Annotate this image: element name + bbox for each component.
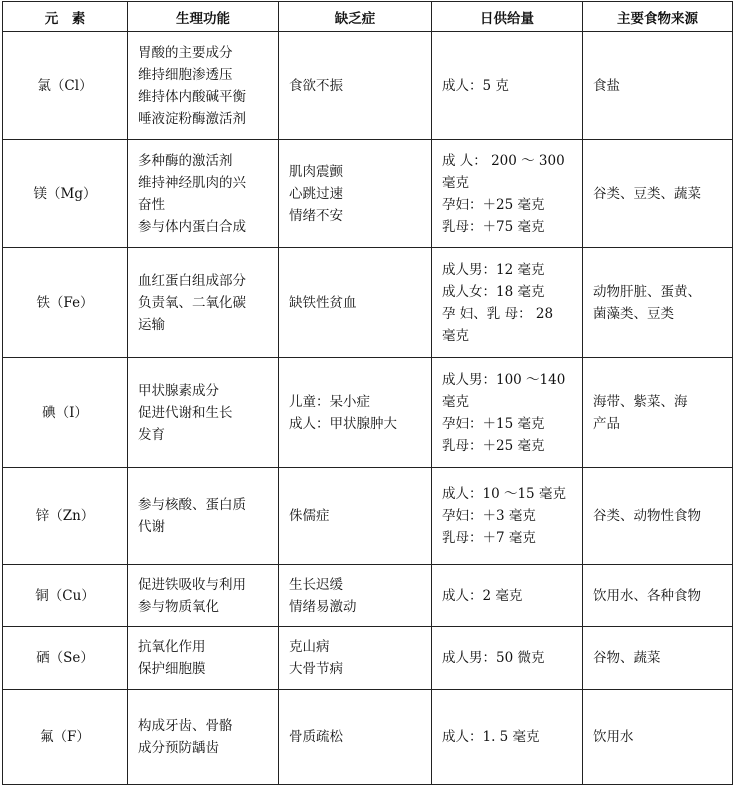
mineral-nutrition-table [2,1,733,785]
deficiency-line: 克山病 [289,639,330,655]
element-cell: 镁（Mg） [3,140,128,248]
daily-intake-line: 成 人： 200 ～ 300 [442,152,565,169]
daily-intake-cell [432,468,583,565]
food-source-cell [583,565,733,627]
deficiency-line: 骨质疏松 [289,729,343,745]
daily-intake-line: 成人女：18 毫克 [442,283,545,300]
deficiency-cell [279,140,432,248]
daily-intake-line: 成人：10 ～15 毫克 [442,486,566,502]
food-source-cell [583,32,733,140]
food-source-cell [583,690,733,785]
food-source-cell [583,248,733,358]
deficiency-line: 成人：甲状腺肿大 [289,415,397,432]
function-line: 发育 [138,426,165,443]
function-line: 促进代谢和生长 [138,404,233,421]
daily-intake-line: 成人：1. 5 毫克 [442,729,540,745]
function-line: 维持细胞渗透压 [138,66,233,83]
deficiency-cell [279,32,432,140]
daily-intake-line: 乳母：＋75 毫克 [442,218,545,235]
daily-intake-line: 毫克 [442,327,469,344]
function-line: 维持体内酸碱平衡 [138,88,246,105]
header-food-source: 主要食物来源 [583,2,733,32]
daily-intake-line: 成人：2 毫克 [442,587,523,604]
daily-intake-line: 成人男：50 微克 [442,650,545,666]
deficiency-line: 情绪不安 [289,207,343,224]
header-row [3,2,733,32]
daily-intake-line: 乳母：＋25 毫克 [442,437,545,454]
daily-intake-line: 孕妇：＋25 毫克 [442,196,545,213]
table-row [3,248,733,358]
element-cell: 碘（I） [3,358,128,468]
function-line: 促进铁吸收与利用 [138,576,246,593]
food-source-line: 产品 [593,415,620,432]
food-source-cell [583,358,733,468]
function-cell [128,358,279,468]
table-row [3,358,733,468]
function-line: 抗氧化作用 [138,639,206,655]
daily-intake-cell [432,358,583,468]
element-cell: 氯（Cl） [3,32,128,140]
element-cell: 铁（Fe） [3,248,128,358]
food-source-cell [583,627,733,690]
deficiency-cell [279,627,432,690]
food-source-cell [583,140,733,248]
daily-intake-line: 成人：5 克 [442,77,509,94]
table-row [3,468,733,565]
food-source-line: 菌藻类、豆类 [593,305,674,322]
function-line: 血红蛋白组成部分 [138,272,246,289]
function-line: 胃酸的主要成分 [138,44,233,61]
function-cell [128,690,279,785]
function-line: 唾液淀粉酶激活剂 [138,110,246,127]
element-cell: 氟（F） [3,690,128,785]
table-row [3,690,733,785]
element-cell: 铜（Cu） [3,565,128,627]
table-row [3,627,733,690]
food-source-line: 动物肝脏、蛋黄、 [593,283,701,300]
food-source-line: 饮用水 [593,729,634,745]
deficiency-cell [279,248,432,358]
food-source-line: 食盐 [593,77,620,94]
header-function: 生理功能 [128,2,279,32]
daily-intake-line: 毫克 [442,174,469,191]
header-deficiency: 缺乏症 [279,2,432,32]
food-source-line: 饮用水、各种食物 [593,587,701,604]
deficiency-line: 缺铁性贫血 [289,294,357,311]
function-line: 参与核酸、蛋白质 [138,497,246,513]
function-cell [128,565,279,627]
daily-intake-cell [432,248,583,358]
deficiency-line: 生长迟缓 [289,576,343,593]
food-source-line: 谷类、动物性食物 [593,508,701,524]
element-cell: 锌（Zn） [3,468,128,565]
deficiency-cell [279,690,432,785]
daily-intake-cell [432,140,583,248]
deficiency-line: 肌肉震颤 [289,163,343,180]
daily-intake-cell [432,627,583,690]
function-cell [128,627,279,690]
function-line: 参与体内蛋白合成 [138,218,246,235]
function-cell [128,468,279,565]
deficiency-line: 情绪易激动 [289,598,357,615]
function-line: 负责氧、二氧化碳 [138,294,246,311]
daily-intake-cell [432,690,583,785]
function-line: 成分预防龋齿 [138,740,219,756]
table-row [3,565,733,627]
daily-intake-line: 孕妇：＋15 毫克 [442,415,545,432]
table-row [3,140,733,248]
function-cell [128,248,279,358]
function-line: 保护细胞膜 [138,661,206,677]
function-line: 多种酶的激活剂 [138,152,233,169]
daily-intake-cell [432,32,583,140]
daily-intake-cell [432,565,583,627]
daily-intake-line: 成人男：100 ～140 [442,371,566,388]
daily-intake-line: 成人男：12 毫克 [442,261,545,278]
deficiency-cell [279,565,432,627]
deficiency-cell [279,358,432,468]
daily-intake-line: 乳母：＋7 毫克 [442,530,536,546]
food-source-line: 谷物、蔬菜 [593,650,661,666]
deficiency-line: 心跳过速 [289,185,343,202]
table-row [3,32,733,140]
function-line: 维持神经肌肉的兴 [138,174,246,191]
deficiency-line: 大骨节病 [289,661,343,677]
daily-intake-line: 毫克 [442,393,469,410]
function-line: 构成牙齿、骨骼 [138,718,233,734]
header-element: 元 素 [3,2,128,32]
deficiency-line: 侏儒症 [289,508,330,524]
daily-intake-line: 孕妇：＋3 毫克 [442,508,536,524]
function-line: 甲状腺素成分 [138,382,219,399]
element-cell: 硒（Se） [3,627,128,690]
daily-intake-line: 孕 妇、乳 母： 28 [442,305,554,322]
food-source-cell [583,468,733,565]
header-daily-intake: 日供给量 [432,2,583,32]
function-line: 参与物质氧化 [138,598,219,615]
food-source-line: 谷类、豆类、蔬菜 [593,185,701,202]
function-line: 代谢 [138,519,165,535]
function-line: 奋性 [138,196,165,213]
food-source-line: 海带、紫菜、海 [593,393,688,410]
function-line: 运输 [138,316,165,333]
deficiency-cell [279,468,432,565]
deficiency-line: 食欲不振 [289,77,343,94]
deficiency-line: 儿童：呆小症 [289,393,370,410]
function-cell [128,32,279,140]
function-cell [128,140,279,248]
